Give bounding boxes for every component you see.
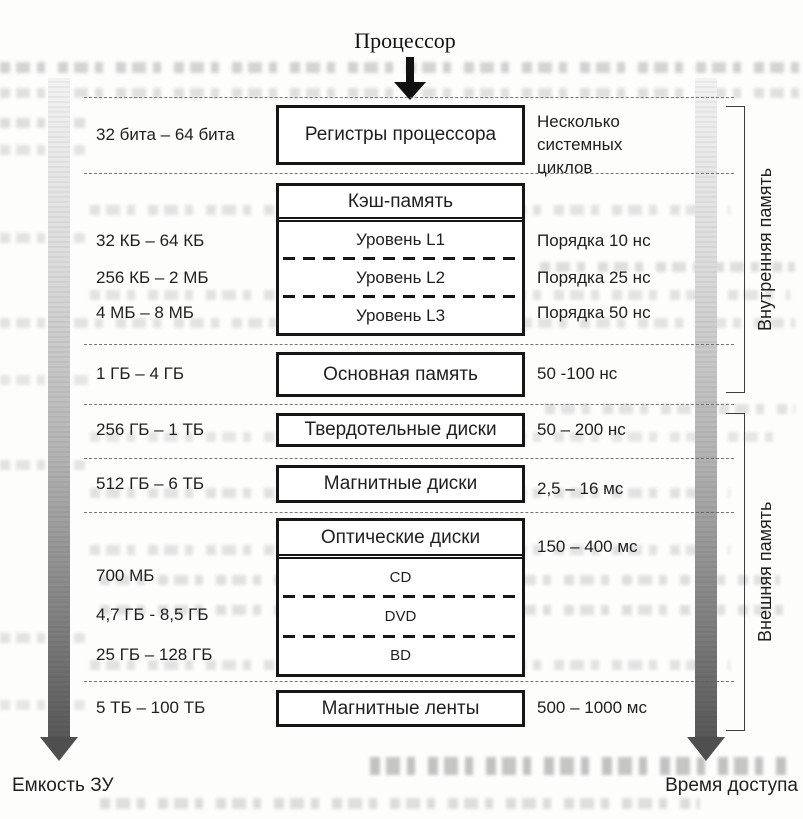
optical-bd-label: BD xyxy=(390,647,411,665)
optical-bd-capacity: 25 ГБ – 128 ГБ xyxy=(96,645,213,664)
cache-l3-capacity: 4 МБ – 8 МБ xyxy=(96,303,194,322)
ssd-box xyxy=(276,413,525,447)
hdd-box-label: Магнитные диски xyxy=(323,473,478,494)
processor-label: Процессор xyxy=(354,28,456,53)
cache-l3-time: Порядка 50 нс xyxy=(537,303,651,322)
cache-box-title: Кэш-память xyxy=(279,186,522,222)
page-bleed-noise-strip xyxy=(0,118,85,128)
hdd-time: 2,5 – 16 мс xyxy=(537,479,624,498)
cache-l2-label: Уровень L2 xyxy=(355,267,446,287)
main-memory-time: 50 -100 нс xyxy=(537,364,618,383)
registers-time-line1: Несколько xyxy=(537,112,620,131)
registers-time-line3: циклов xyxy=(537,158,593,177)
separator-line xyxy=(84,512,734,513)
capacity-axis-arrow-head-icon xyxy=(40,737,78,761)
registers-capacity: 32 бита – 64 бита xyxy=(96,125,235,144)
external-memory-label: Внешняя память xyxy=(755,501,775,643)
capacity-axis-arrow-shaft xyxy=(48,78,70,738)
separator-line xyxy=(84,404,734,405)
registers-box xyxy=(276,105,525,165)
cache-l3-label: Уровень L3 xyxy=(355,305,446,325)
optical-dvd-label: DVD xyxy=(384,607,417,625)
hdd-capacity: 512 ГБ – 6 ТБ xyxy=(96,474,205,493)
tape-time: 500 – 1000 мс xyxy=(537,698,647,717)
page-bleed-noise-strip xyxy=(0,633,85,643)
cache-l1-label: Уровень L1 xyxy=(355,229,446,249)
down-arrow-icon xyxy=(391,57,429,100)
cache-l1-capacity: 32 КБ – 64 КБ xyxy=(96,231,205,250)
internal-memory-label: Внутренняя память xyxy=(755,167,775,332)
registers-time xyxy=(537,110,622,179)
registers-time-line2: системных xyxy=(537,135,623,154)
separator-line xyxy=(84,173,734,174)
optical-dvd-capacity: 4,7 ГБ - 8,5 ГБ xyxy=(96,605,209,624)
page-bleed-noise-strip xyxy=(0,700,85,710)
time-axis-label: Время доступа xyxy=(665,775,798,796)
optical-cd-capacity: 700 МБ xyxy=(96,566,155,585)
main-memory-box xyxy=(276,352,525,397)
tape-box-label: Магнитные ленты xyxy=(321,697,480,719)
cache-l2-capacity: 256 КБ – 2 МБ xyxy=(96,268,209,287)
internal-memory-bracket xyxy=(726,106,745,393)
capacity-axis-label: Емкость ЗУ xyxy=(12,775,114,796)
hdd-box xyxy=(276,465,525,503)
separator-line xyxy=(84,344,734,345)
optical-box-title: Оптические диски xyxy=(279,521,522,559)
time-axis-arrow-head-icon xyxy=(687,737,725,761)
external-memory-bracket xyxy=(726,413,745,731)
main-memory-capacity: 1 ГБ – 4 ГБ xyxy=(96,364,184,383)
page-bleed-noise-strip xyxy=(0,233,85,243)
separator-line xyxy=(84,458,734,459)
cache-box xyxy=(276,183,525,336)
ssd-box-label: Твердотельные диски xyxy=(304,419,497,440)
optical-box xyxy=(276,518,525,677)
page-bleed-noise-strip xyxy=(0,145,85,155)
cache-l2-time: Порядка 25 нс xyxy=(537,268,651,287)
page-bleed-noise-strip xyxy=(0,375,90,385)
separator-line xyxy=(84,681,734,682)
page-bleed-noise-strip xyxy=(370,757,790,775)
optical-time: 150 – 400 мс xyxy=(537,537,638,556)
time-axis-arrow-shaft xyxy=(695,78,717,738)
tape-box xyxy=(276,690,525,727)
tape-capacity: 5 ТБ – 100 ТБ xyxy=(96,698,206,717)
ssd-time: 50 – 200 нс xyxy=(537,420,626,439)
ssd-capacity: 256 ГБ – 1 ТБ xyxy=(96,420,205,439)
separator-line xyxy=(84,97,734,98)
page-bleed-noise-strip xyxy=(100,798,700,809)
main-memory-box-label: Основная память xyxy=(323,363,478,385)
optical-cd-label: CD xyxy=(389,568,412,586)
page-bleed-noise-strip xyxy=(0,460,85,470)
registers-box-label: Регистры процессора xyxy=(304,124,497,145)
cache-l1-time: Порядка 10 нс xyxy=(537,231,651,250)
